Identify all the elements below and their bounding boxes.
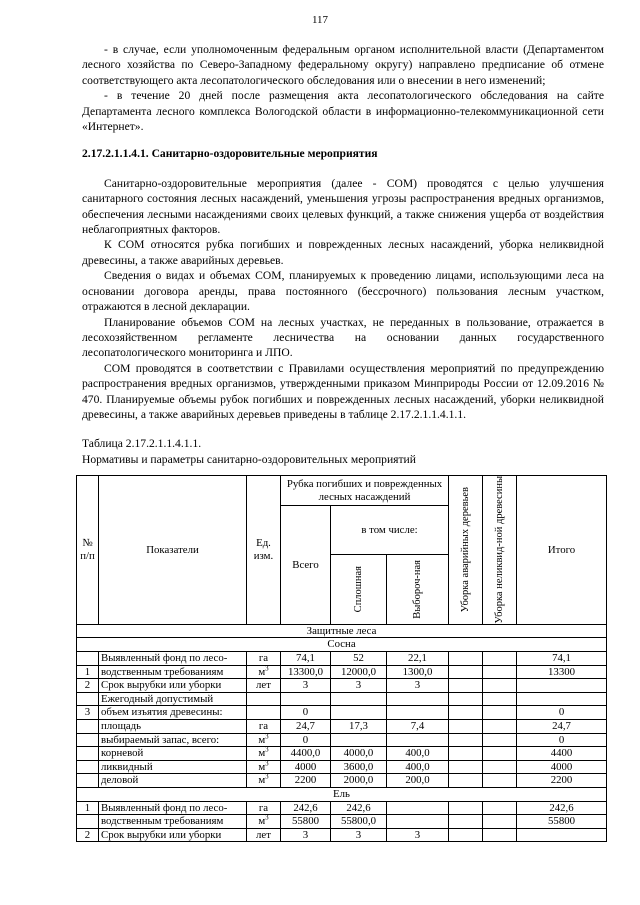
- cell-itogo: 4400: [517, 747, 607, 761]
- page-number: 117: [311, 14, 329, 26]
- norms-table: [76, 475, 607, 842]
- table-title: Нормативы и параметры санитарно-оздоровительных мероприятий: [82, 452, 416, 466]
- cell-itogo: [517, 679, 607, 693]
- paragraph-top-2: - в течение 20 дней после размещения акта лесопатологического обследования на сайте Департамента лесного комплекса Вологодской области в информационно-телекоммуникационной сети «Интернет».: [82, 89, 604, 134]
- table-row: [77, 692, 607, 706]
- table-row: [77, 774, 607, 788]
- table-row: [77, 747, 607, 761]
- cell-emergency: [449, 760, 483, 774]
- cell-selective: 3: [387, 828, 449, 842]
- cell-emergency: [449, 692, 483, 706]
- cell-emergency: [449, 733, 483, 747]
- paragraph-main-1: Санитарно-оздоровительные мероприятия (далее - СОМ) проводятся с целью улучшения санитарного состояния лесных насаждений, уменьшения угрозы распространения вредных организмов, обеспечения лесными насаждениями своих целевых функций, а также снижения ущерба от воздействия неблагоприятных факторов.: [82, 176, 604, 237]
- cell-total: 55800: [281, 815, 331, 829]
- table-row: [77, 719, 607, 733]
- cell-selective: [387, 692, 449, 706]
- cell-indicator: Выявленный фонд по лесо-: [99, 651, 247, 665]
- table-row: [77, 828, 607, 842]
- cell-indicator: площадь: [99, 719, 247, 733]
- cell-selective: 3: [387, 679, 449, 693]
- cell-emergency: [449, 719, 483, 733]
- cell-clear: 17,3: [331, 719, 387, 733]
- header-itogo: Итого: [517, 476, 607, 625]
- cell-clear: [331, 733, 387, 747]
- cell-num: [77, 692, 99, 706]
- cell-unit: га: [247, 801, 281, 815]
- cell-itogo: 24,7: [517, 719, 607, 733]
- cell-num: [77, 815, 99, 829]
- paragraph-main-3: Сведения о видах и объемах СОМ, планируемых к проведению лицами, использующими леса на основании договора аренды, права постоянного (бессрочного) пользования лесным участком, отражаются в лесной декларации.: [82, 269, 604, 314]
- cell-unit: $м^3$: [247, 747, 281, 761]
- cell-selective: [387, 706, 449, 720]
- cell-itogo: 2200: [517, 774, 607, 788]
- header-emergency-trees: [449, 476, 483, 625]
- header-felling-group: Рубка погибших и поврежденных лесных насаждений: [281, 476, 449, 506]
- cell-num: 2: [77, 828, 99, 842]
- cell-emergency: [449, 801, 483, 815]
- header-emergency-trees-label: Уборка аварийных деревьев: [460, 487, 472, 613]
- cell-selective: 7,4: [387, 719, 449, 733]
- cell-illiquid: [483, 801, 517, 815]
- cell-unit: лет: [247, 679, 281, 693]
- cell-num: 2: [77, 679, 99, 693]
- header-total: Всего: [281, 506, 331, 625]
- cell-total: 74,1: [281, 651, 331, 665]
- cell-total: 3: [281, 828, 331, 842]
- table-row: [77, 679, 607, 693]
- cell-selective: [387, 801, 449, 815]
- cell-illiquid: [483, 665, 517, 679]
- cell-total: 13300,0: [281, 665, 331, 679]
- cell-num: [77, 747, 99, 761]
- cell-total: 4000: [281, 760, 331, 774]
- paragraph-main-2: К СОМ относятся рубка погибших и поврежденных лесных насаждений, уборка неликвидной древесины, а также аварийных деревьев.: [82, 238, 604, 267]
- header-unit: Ед. изм.: [247, 476, 281, 625]
- cell-itogo: [517, 692, 607, 706]
- cell-num: [77, 719, 99, 733]
- cell-clear: 4000,0: [331, 747, 387, 761]
- cell-selective: [387, 733, 449, 747]
- header-illiquid-wood-label: Уборка неликвид-ной древесины: [494, 476, 506, 624]
- cell-unit: $м^3$: [247, 760, 281, 774]
- cell-itogo: 0: [517, 733, 607, 747]
- cell-selective: [387, 815, 449, 829]
- cell-illiquid: [483, 651, 517, 665]
- subgroup-row: [77, 787, 607, 801]
- subgroup-label: Ель: [77, 787, 607, 801]
- cell-indicator: водственным требованиям: [99, 815, 247, 829]
- cell-emergency: [449, 665, 483, 679]
- subgroup-row: [77, 638, 607, 652]
- cell-clear: 55800,0: [331, 815, 387, 829]
- cell-indicator: водственным требованиям: [99, 665, 247, 679]
- cell-emergency: [449, 815, 483, 829]
- cell-clear: 52: [331, 651, 387, 665]
- paragraph-top-1: - в случае, если уполномоченным федеральным органом исполнительной власти (Департаментом лесного хозяйства по Северо-Западному федеральному округу) направлено предписание об отмене соответствующего акта лесопатологического обследования или о внесении в него изменений;: [82, 43, 604, 87]
- cell-total: 242,6: [281, 801, 331, 815]
- cell-unit: [247, 692, 281, 706]
- cell-indicator: объем изъятия древесины:: [99, 706, 247, 720]
- header-clear-label: Сплошная: [353, 566, 364, 613]
- table-number: Таблица 2.17.2.1.1.4.1.1.: [82, 437, 202, 451]
- cell-selective: 400,0: [387, 760, 449, 774]
- cell-unit: $м^3$: [247, 815, 281, 829]
- paragraph-main-5: СОМ проводятся в соответствии с Правилами осуществления мероприятий по предупреждению распространения вредных организмов, утвержденными приказом Минприроды России от 12.09.2016 № 470. Планируемые объемы рубок погибших и поврежденных лесных насаждений, уборки неликвидной древесины, а также аварийных деревьев приведены в таблице 2.17.2.1.1.4.1.1.: [82, 361, 604, 421]
- group-label: Защитные леса: [77, 624, 607, 638]
- cell-emergency: [449, 774, 483, 788]
- section-heading: 2.17.2.1.1.4.1. Санитарно-оздоровительные мероприятия: [82, 147, 378, 161]
- table-row: [77, 815, 607, 829]
- cell-unit: га: [247, 651, 281, 665]
- cell-illiquid: [483, 719, 517, 733]
- cell-emergency: [449, 706, 483, 720]
- cell-indicator: корневой: [99, 747, 247, 761]
- cell-itogo: 0: [517, 706, 607, 720]
- cell-selective: 400,0: [387, 747, 449, 761]
- cell-unit: га: [247, 719, 281, 733]
- table-row: [77, 733, 607, 747]
- group-row: [77, 624, 607, 638]
- cell-clear: [331, 706, 387, 720]
- cell-illiquid: [483, 733, 517, 747]
- cell-unit: $м^3$: [247, 665, 281, 679]
- cell-num: 1: [77, 801, 99, 815]
- header-selective-label: Выбороч-ная: [412, 559, 423, 619]
- cell-unit: $м^3$: [247, 774, 281, 788]
- cell-total: 3: [281, 679, 331, 693]
- cell-selective: 200,0: [387, 774, 449, 788]
- cell-indicator: деловой: [99, 774, 247, 788]
- cell-num: 3: [77, 706, 99, 720]
- cell-illiquid: [483, 679, 517, 693]
- header-including: в том числе:: [331, 506, 449, 555]
- cell-clear: 3600,0: [331, 760, 387, 774]
- cell-clear: 3: [331, 828, 387, 842]
- cell-clear: [331, 692, 387, 706]
- cell-emergency: [449, 747, 483, 761]
- cell-itogo: 4000: [517, 760, 607, 774]
- cell-illiquid: [483, 828, 517, 842]
- cell-total: 0: [281, 733, 331, 747]
- cell-total: 24,7: [281, 719, 331, 733]
- cell-emergency: [449, 828, 483, 842]
- cell-indicator: выбираемый запас, всего:: [99, 733, 247, 747]
- table-row: [77, 706, 607, 720]
- cell-total: 0: [281, 706, 331, 720]
- cell-illiquid: [483, 692, 517, 706]
- cell-itogo: 242,6: [517, 801, 607, 815]
- cell-emergency: [449, 651, 483, 665]
- subgroup-label: Сосна: [77, 638, 607, 652]
- paragraph-main-4: Планирование объемов СОМ на лесных участках, не переданных в пользование, отражается в лесохозяйственном регламенте лесничества на основании данных государственного лесопатологического мониторинга и ЛПО.: [82, 315, 604, 360]
- cell-indicator: Выявленный фонд по лесо-: [99, 801, 247, 815]
- header-indicator: Показатели: [99, 476, 247, 625]
- header-clear: [331, 554, 387, 624]
- cell-total: [281, 692, 331, 706]
- cell-clear: 12000,0: [331, 665, 387, 679]
- cell-num: [77, 774, 99, 788]
- cell-illiquid: [483, 706, 517, 720]
- cell-total: 4400,0: [281, 747, 331, 761]
- header-num: № п/п: [77, 476, 99, 625]
- cell-num: [77, 760, 99, 774]
- table-row: [77, 665, 607, 679]
- header-illiquid-wood: [483, 476, 517, 625]
- cell-total: 2200: [281, 774, 331, 788]
- cell-selective: 1300,0: [387, 665, 449, 679]
- cell-illiquid: [483, 815, 517, 829]
- cell-illiquid: [483, 774, 517, 788]
- cell-unit: [247, 706, 281, 720]
- table-row: [77, 651, 607, 665]
- table-body: [77, 624, 607, 842]
- document-body: [82, 42, 604, 842]
- cell-itogo: 13300: [517, 665, 607, 679]
- cell-num: 1: [77, 665, 99, 679]
- cell-itogo: 55800: [517, 815, 607, 829]
- cell-illiquid: [483, 747, 517, 761]
- cell-num: [77, 733, 99, 747]
- cell-indicator: Срок вырубки или уборки: [99, 828, 247, 842]
- cell-unit: $м^3$: [247, 733, 281, 747]
- cell-indicator: ликвидный: [99, 760, 247, 774]
- header-selective: [387, 554, 449, 624]
- cell-itogo: 74,1: [517, 651, 607, 665]
- cell-itogo: [517, 828, 607, 842]
- cell-indicator: Срок вырубки или уборки: [99, 679, 247, 693]
- table-row: [77, 760, 607, 774]
- cell-emergency: [449, 679, 483, 693]
- cell-num: [77, 651, 99, 665]
- cell-illiquid: [483, 760, 517, 774]
- cell-clear: 3: [331, 679, 387, 693]
- cell-clear: 242,6: [331, 801, 387, 815]
- cell-selective: 22,1: [387, 651, 449, 665]
- table-row: [77, 801, 607, 815]
- cell-clear: 2000,0: [331, 774, 387, 788]
- cell-indicator: Ежегодный допустимый: [99, 692, 247, 706]
- cell-unit: лет: [247, 828, 281, 842]
